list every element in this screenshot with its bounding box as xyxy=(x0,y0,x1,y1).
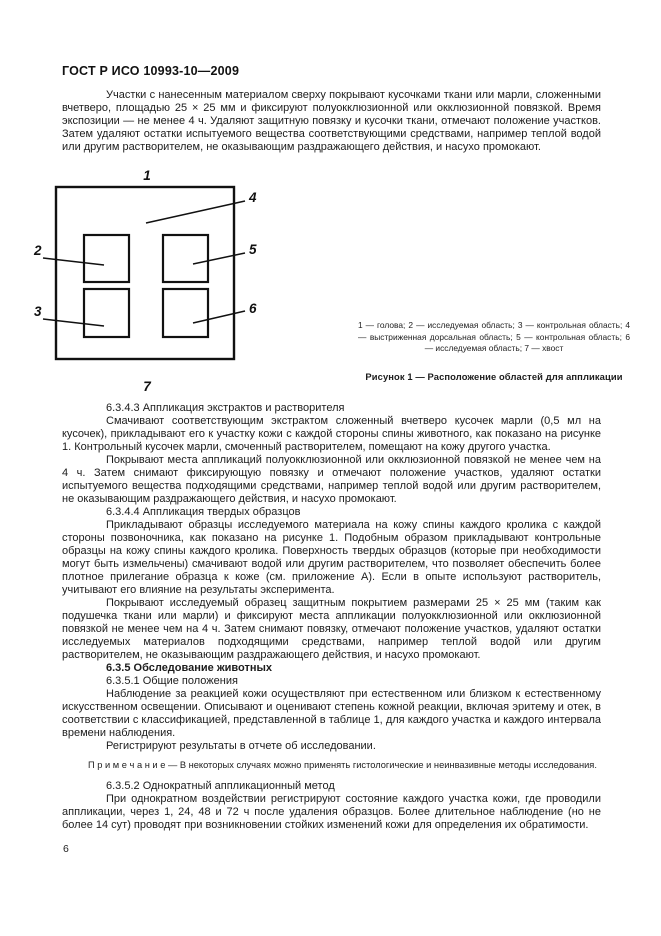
figure-1 xyxy=(34,167,630,395)
figure-diagram xyxy=(28,167,278,399)
figure-label-test-area-left: 2 xyxy=(34,243,42,258)
leader-line-2 xyxy=(43,258,104,265)
application-site-5 xyxy=(163,235,208,282)
application-site-3 xyxy=(84,289,129,337)
application-site-6 xyxy=(163,289,208,337)
paragraph: Наблюдение за реакцией кожи осуществляют при естественном или близком к естественному искусственном освещении. Описывают и оценивают степень кожной реакции, включая эритему и отек, в соответствии с классификацией, представленной в таблице 1, для каждого участка и каждого интервала времени наблюдения. xyxy=(62,688,601,739)
figure-label-test-area-right: 6 xyxy=(249,301,257,316)
section-heading-635: 6.3.5 Обследование животных xyxy=(106,662,272,674)
paragraph: Покрывают места аппликаций полуокклюзионной или окклюзионной повязкой не менее чем на 4 ч. Затем снимают фиксирующую повязку и отмечают положение участков, удаляют остатки испытуемого вещества подходящими средствами, например теплой водой или другим растворителем, не оказывающим раздражающего действия, и насухо промокают. xyxy=(62,454,601,505)
figure-label-head: 1 xyxy=(143,168,151,183)
section-heading-6351: 6.3.5.1 Общие положения xyxy=(106,675,238,687)
leader-line-6 xyxy=(193,311,245,323)
note: П р и м е ч а н и е — В некоторых случаях можно применять гистологические и неинвазивные методы исследования. xyxy=(88,760,597,770)
figure-label-control-area-right: 5 xyxy=(249,242,257,257)
figure-caption: Рисунок 1 — Расположение областей для аппликации xyxy=(365,371,623,382)
figure-label-dorsal-area: 4 xyxy=(249,190,257,205)
section-heading-6344: 6.3.4.4 Аппликация твердых образцов xyxy=(106,506,301,518)
figure-label-control-area-left: 3 xyxy=(34,304,42,319)
paragraph: Регистрируют результаты в отчете об исследовании. xyxy=(106,740,376,752)
intro-paragraph: Участки с нанесенным материалом сверху покрывают кусочками ткани или марли, сложенными вчетверо, площадью 25 × 25 мм и фиксируют полуокклюзионной или окклюзионной повязкой. Время экспозиции — не менее 4 ч. Удаляют защитную повязку и кусочки ткани, отмечают положение участков. Затем удаляют остатки испытуемого вещества соответствующими средствами, например теплой водой или другим растворителем, не оказывающим раздражающего действия, и насухо промокают. xyxy=(62,89,601,153)
page-number: 6 xyxy=(63,843,69,855)
paragraph: При однократном воздействии регистрируют состояние каждого участка кожи, где проводили аппликации, через 1, 24, 48 и 72 ч после удаления образцов. Более длительное наблюдение (но не более 14 сут) проводят при возникновении стойких изменений кожи для определения их обратимости. xyxy=(62,793,601,831)
figure-legend: 1 — голова; 2 — исследуемая область; 3 — контрольная область; 4 — выстриженная дорсальная область; 5 — контрольная область; 6 — исследуемая область; 7 — хвост xyxy=(358,320,630,353)
paragraph: Покрывают исследуемый образец защитным покрытием размерами 25 × 25 мм (таким как подушечка ткани или марли) и фиксируют места аппликации полуокклюзионной или окклюзионной повязкой не менее чем на 4 ч. Затем снимают повязку, отмечают положение участков, удаляют остатки исследуемых материалов подходящими средствами, например теплой водой или другим растворителем, не оказывающим раздражающего действия, и насухо промокают. xyxy=(62,597,601,661)
section-heading-6343: 6.3.4.3 Аппликация экстрактов и растворителя xyxy=(106,402,345,414)
figure-label-tail: 7 xyxy=(143,379,151,394)
leader-line-4 xyxy=(146,201,245,223)
document-title: ГОСТ Р ИСО 10993-10—2009 xyxy=(62,64,240,78)
application-site-2 xyxy=(84,235,129,282)
paragraph: Смачивают соответствующим экстрактом сложенный вчетверо кусочек марли (0,5 мл на кусочек), прикладывают его к участку кожи с каждой стороны спины животного, как показано на рисунке 1. Контрольный кусочек марли, смоченный растворителем, помещают на кожу другого участка. xyxy=(62,415,601,453)
document-body xyxy=(34,89,630,832)
paragraph: Прикладывают образцы исследуемого материала на кожу спины каждого кролика с каждой стороны позвоночника, как показано на рисунке 1. Подобным образом прикладывают контрольные образцы на кожу спины каждого кролика. Поверхность твердых образцов (которые при необходимости могут быть измельчены) смачивают водой или другим растворителем, что позволяет обеспечить более плотное прилегание образца к коже (см. приложение А). Если в опыте используют растворитель, учитывают его влияние на результаты эксперимента. xyxy=(62,519,601,596)
sections xyxy=(62,402,601,832)
leader-line-5 xyxy=(193,253,245,264)
leader-line-3 xyxy=(43,319,104,326)
section-heading-6352: 6.3.5.2 Однократный аппликационный метод xyxy=(106,780,335,792)
